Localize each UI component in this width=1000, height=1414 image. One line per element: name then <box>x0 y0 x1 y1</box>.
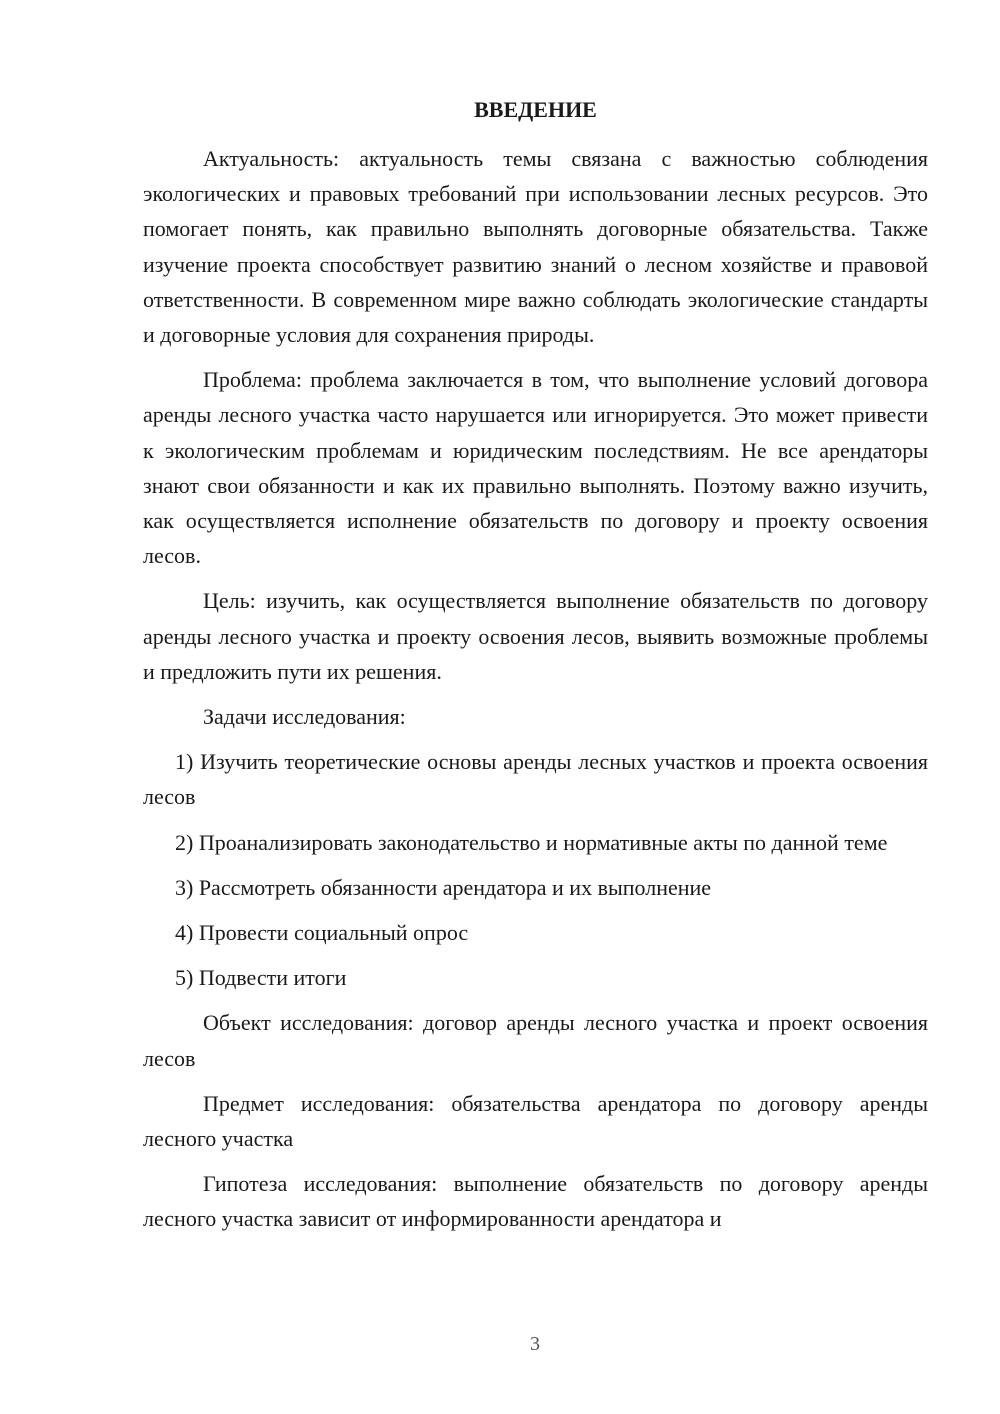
paragraph-subject: Предмет исследования: обязательства арендатора по договору аренды лесного участка <box>143 1090 928 1152</box>
paragraph-problem: Проблема: проблема заключается в том, что выполнение условий договора аренды лесного участка часто нарушается или игнорируется. Это может привести к экологическим проблемам и юридическим последствиям. Не все арендаторы знают свои обязанности и как их правильно выполнять. Поэтому важно изучить, как осуществляется исполнение обязательств по договору и проекту освоения лесов. <box>143 367 928 569</box>
document-page <box>143 92 928 1247</box>
task-item: 4) Провести социальный опрос <box>175 920 469 946</box>
task-item: 1) Изучить теоретические основы аренды лесных участков и проекта освоения лесов <box>143 749 928 810</box>
paragraph-object: Объект исследования: договор аренды лесного участка и проект освоения лесов <box>143 1010 928 1071</box>
page-number: 3 <box>530 1333 540 1355</box>
paragraph-relevance: Актуальность: актуальность темы связана с важностью соблюдения экологических и правовых требований при использовании лесных ресурсов. Это помогает понять, как правильно выполнять договорные обязательства. Также изучение проекта способствует развитию знаний о лесном хозяйстве и правовой ответственности. В современном мире важно соблюдать экологические стандарты и договорные условия для сохранения природы. <box>143 146 928 348</box>
paragraph-goal: Цель: изучить, как осуществляется выполнение обязательств по договору аренды лесного участка и проекту освоения лесов, выявить возможные проблемы и предложить пути их решения. <box>143 588 928 684</box>
task-item: 5) Подвести итоги <box>175 965 347 991</box>
tasks-heading: Задачи исследования: <box>203 704 406 730</box>
paragraph-hypothesis: Гипотеза исследования: выполнение обязательств по договору аренды лесного участка зависит от информированности арендатора и <box>143 1171 928 1232</box>
section-heading: ВВЕДЕНИЕ <box>474 97 597 122</box>
task-item: 3) Рассмотреть обязанности арендатора и их выполнение <box>175 874 712 900</box>
task-item: 2) Проанализировать законодательство и нормативные акты по данной теме <box>175 829 888 855</box>
